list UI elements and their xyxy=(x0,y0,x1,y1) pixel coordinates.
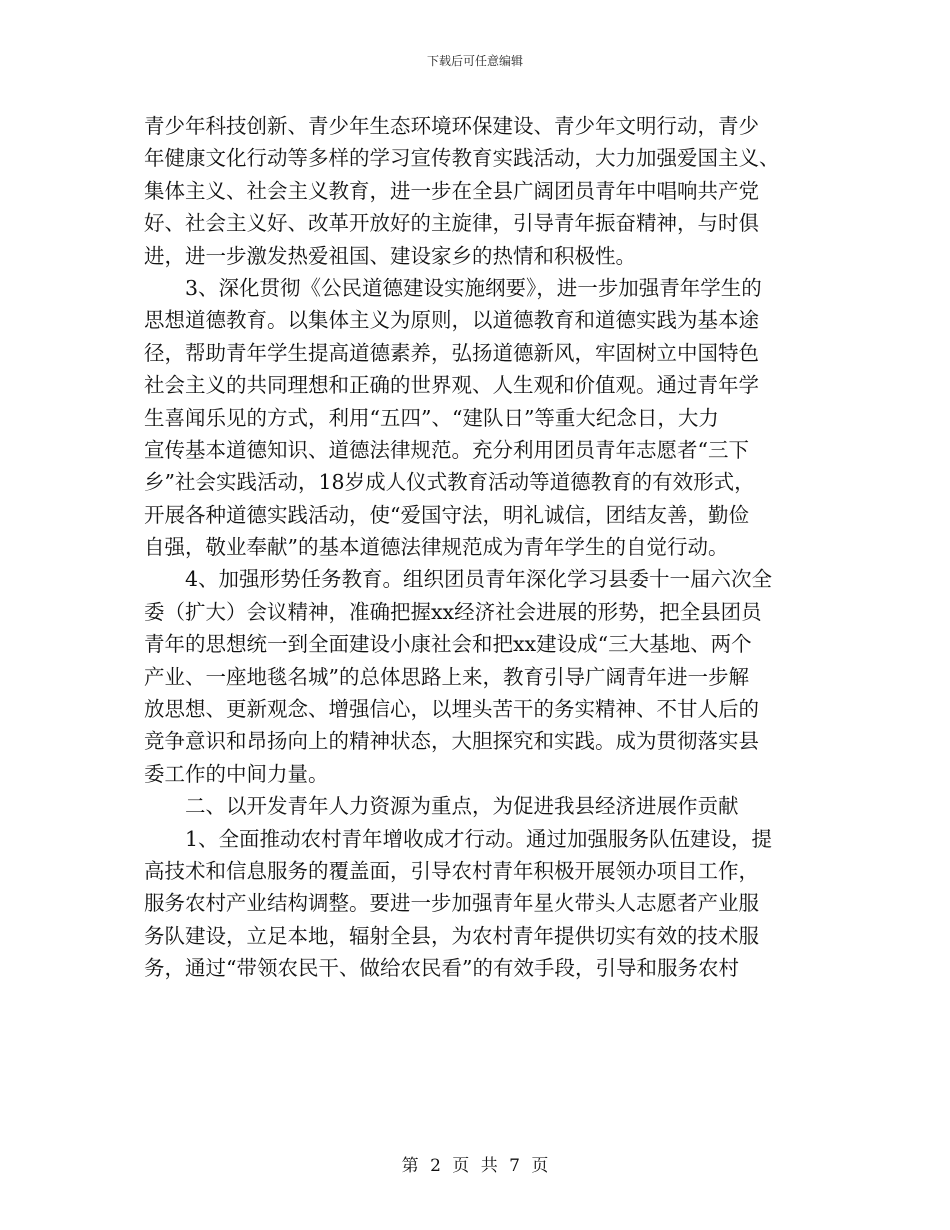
paragraph-line: 务队建设，立足本地，辐射全县，为农村青年提供切实有效的技术服 xyxy=(144,923,759,948)
paragraph-line: 社会主义的共同理想和正确的世界观、人生观和价值观。通过青年学 xyxy=(144,373,759,398)
paragraph-line: 务，通过“带领农民干、做给农民看”的有效手段，引导和服务农村 xyxy=(144,956,739,981)
paragraph-first-line: 二、以开发青年人力资源为重点，为促进我县经济进展作贡献 xyxy=(185,794,739,819)
paragraph-first-line: 4、加强形势任务教育。组织团员青年深化学习县委十一届六次全 xyxy=(185,567,773,592)
paragraph-line: 高技术和信息服务的覆盖面，引导农村青年积极开展领办项目工作， xyxy=(144,858,759,883)
paragraph-line: 乡”社会实践活动，18岁成人仪式教育活动等道德教育的有效形式， xyxy=(144,470,755,495)
document-body xyxy=(144,110,808,985)
paragraph-line: 开展各种道德实践活动，使“爱国守法，明礼诚信，团结友善，勤俭 xyxy=(144,502,749,527)
paragraph-line: 思想道德教育。以集体主义为原则，以道德教育和道德实践为基本途 xyxy=(144,308,759,333)
paragraph-line: 好、社会主义好、改革开放好的主旋律，引导青年振奋精神，与时俱 xyxy=(144,211,759,236)
paragraph-line: 产业、一座地毯名城”的总体思路上来，教育引导广阔青年进一步解 xyxy=(144,664,749,689)
paragraph-line: 青少年科技创新、青少年生态环境环保建设、青少年文明行动，青少 xyxy=(144,114,759,138)
paragraph-line: 进，进一步激发热爱祖国、建设家乡的热情和积极性。 xyxy=(144,243,636,268)
paragraph-line: 委工作的中间力量。 xyxy=(144,761,329,786)
paragraph-line: 年健康文化行动等多样的学习宣传教育实践活动，大力加强爱国主义、 xyxy=(144,146,780,171)
paragraph-line: 自强，敬业奉献”的基本道德法律规范成为青年学生的自觉行动。 xyxy=(144,535,729,560)
paragraph-line: 径，帮助青年学生提高道德素养，弘扬道德新风，牢固树立中国特色 xyxy=(144,340,759,365)
paragraph-line: 生喜闻乐见的方式，利用“五四”、“建队日”等重大纪念日，大力 xyxy=(144,405,719,430)
page-header: 下载后可任意编辑 xyxy=(426,54,523,68)
paragraph-first-line: 3、深化贯彻《公民道德建设实施纲要》，进一步加强青年学生的 xyxy=(185,275,762,300)
paragraph-line: 放思想、更新观念、增强信心，以埋头苦干的务实精神、不甘人后的 xyxy=(144,697,759,722)
paragraph-line: 竞争意识和昂扬向上的精神状态，大胆探究和实践。成为贯彻落实县 xyxy=(144,729,759,754)
paragraph-line: 委（扩大）会议精神，准确把握xx经济社会进展的形势，把全县团员 xyxy=(144,599,762,624)
paragraph-line: 青年的思想统一到全面建设小康社会和把xx建设成“三大基地、两个 xyxy=(144,632,752,657)
paragraph-first-line: 1、全面推动农村青年增收成才行动。通过加强服务队伍建设，提 xyxy=(185,826,773,851)
paragraph-line: 集体主义、社会主义教育，进一步在全县广阔团员青年中唱响共产党 xyxy=(144,178,759,203)
paragraph-line: 服务农村产业结构调整。要进一步加强青年星火带头人志愿者产业服 xyxy=(144,891,759,916)
paragraph-line: 宣传基本道德知识、道德法律规范。充分利用团员青年志愿者“三下 xyxy=(144,437,749,462)
page-number-footer: 第 2 页 共 7 页 xyxy=(401,1156,549,1176)
